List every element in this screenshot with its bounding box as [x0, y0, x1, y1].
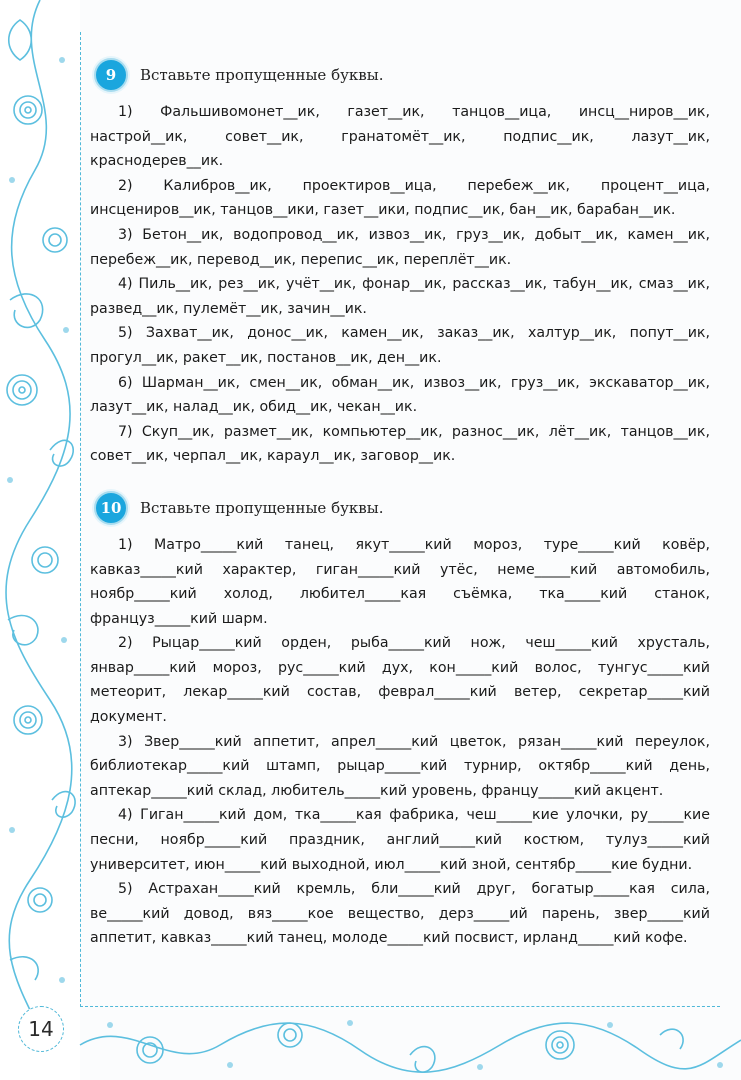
- task-title: Вставьте пропущенные буквы.: [140, 66, 384, 84]
- exercise-item: 2) Рыцар_____кий орден, рыба_____кий нож, чеш_____кий хрусталь, январ_____кий мороз, рус_____кий дух, кон_____кий волос, тунгус_____кий метеорит, лекар_____кий состав, феврал_____кий ветер, секретар_____кий документ.: [90, 635, 710, 726]
- exercise-item: 4) Гиган_____кий дом, тка_____кая фабрика, чеш_____кие улочки, ру_____кие песни, ноябр_____кий праздник, англий_____кий костюм, тулуз_____кий университет, июн_____кий выходной, июл_____кий зной, сентябр_____кие будни.: [90, 807, 710, 873]
- exercise-item: 3) Бетон__ик, водопровод__ик, извоз__ик, груз__ик, добыт__ик, камен__ик, перебеж__ик, перевод__ик, перепис__ик, переплёт__ик.: [90, 226, 710, 268]
- exercise-item: 1) Фальшивомонет__ик, газет__ик, танцов__ица, инсц__ниров__ик, настрой__ик, совет__ик, гранатомёт__ик, подпис__ик, лазут__ик, краснодерев__ик.: [90, 104, 710, 170]
- exercise-item: 3) Звер_____кий аппетит, апрел_____кий цветок, рязан_____кий переулок, библиотекар_____кий штамп, рыцар_____кий турнир, октябр_____кий день, аптекар_____кий склад, любитель_____кий уровень, францу_____кий акцент.: [90, 733, 710, 799]
- exercise-item: 2) Калибров__ик, проектиров__ица, перебеж__ик, процент__ица, инсцениров__ик, танцов__ики, газет__ики, подпис__ик, бан__ик, барабан__ик.: [90, 177, 710, 219]
- left-ornament-border: [0, 0, 80, 1080]
- floral-ornament-icon: [0, 1005, 741, 1080]
- exercise-item: 1) Матро_____кий танец, якут_____кий мороз, туре_____кий ковёр, кавказ_____кий характер, гиган_____кий утёс, неме_____кий автомобиль, ноябр_____кий холод, любител_____кая съёмка, тка_____кий станок, француз_____кий шарм.: [90, 536, 710, 627]
- exercise-item: 4) Пиль__ик, рез__ик, учёт__ик, фонар__ик, рассказ__ик, табун__ик, смаз__ик, развед__ик, пулемёт__ик, зачин__ик.: [90, 276, 710, 317]
- task-header: [90, 58, 710, 92]
- exercise-item: 5) Захват__ик, донос__ик, камен__ик, заказ__ик, халтур__ик, попут__ик, прогул__ик, ракет__ик, постанов__ик, ден__ик.: [90, 325, 710, 366]
- task-number-badge: 9: [94, 58, 128, 92]
- floral-ornament-icon: [0, 0, 80, 1080]
- frame-divider-vertical: [80, 32, 82, 1007]
- exercise-item: 6) Шарман__ик, смен__ик, обман__ик, извоз__ик, груз__ик, экскаватор__ик, лазут__ик, налад__ик, обид__ик, чекан__ик.: [90, 374, 710, 416]
- task-title: Вставьте пропущенные буквы.: [140, 498, 384, 517]
- task-9: [90, 58, 710, 469]
- page-number: 14: [18, 1006, 64, 1052]
- task-number-badge: 10: [94, 491, 128, 525]
- page-content: [90, 58, 710, 973]
- task-10: [90, 491, 710, 951]
- frame-divider-horizontal: [80, 1006, 720, 1008]
- exercise-item: 5) Астрахан_____кий кремль, бли_____кий друг, богатыр_____кая сила, ве_____кий довод, вяз_____кое вещество, дерз_____ий парень, звер_____кий аппетит, кавказ_____кий танец, молоде_____кий посвист, ирланд_____кий кофе.: [90, 881, 710, 947]
- task-header: [90, 491, 710, 525]
- exercise-item: 7) Скуп__ик, размет__ик, компьютер__ик, разнос__ик, лёт__ик, танцов__ик, совет__ик, черпал__ик, караул__ик, заговор__ик.: [90, 423, 710, 465]
- bottom-ornament-border: [0, 1005, 741, 1080]
